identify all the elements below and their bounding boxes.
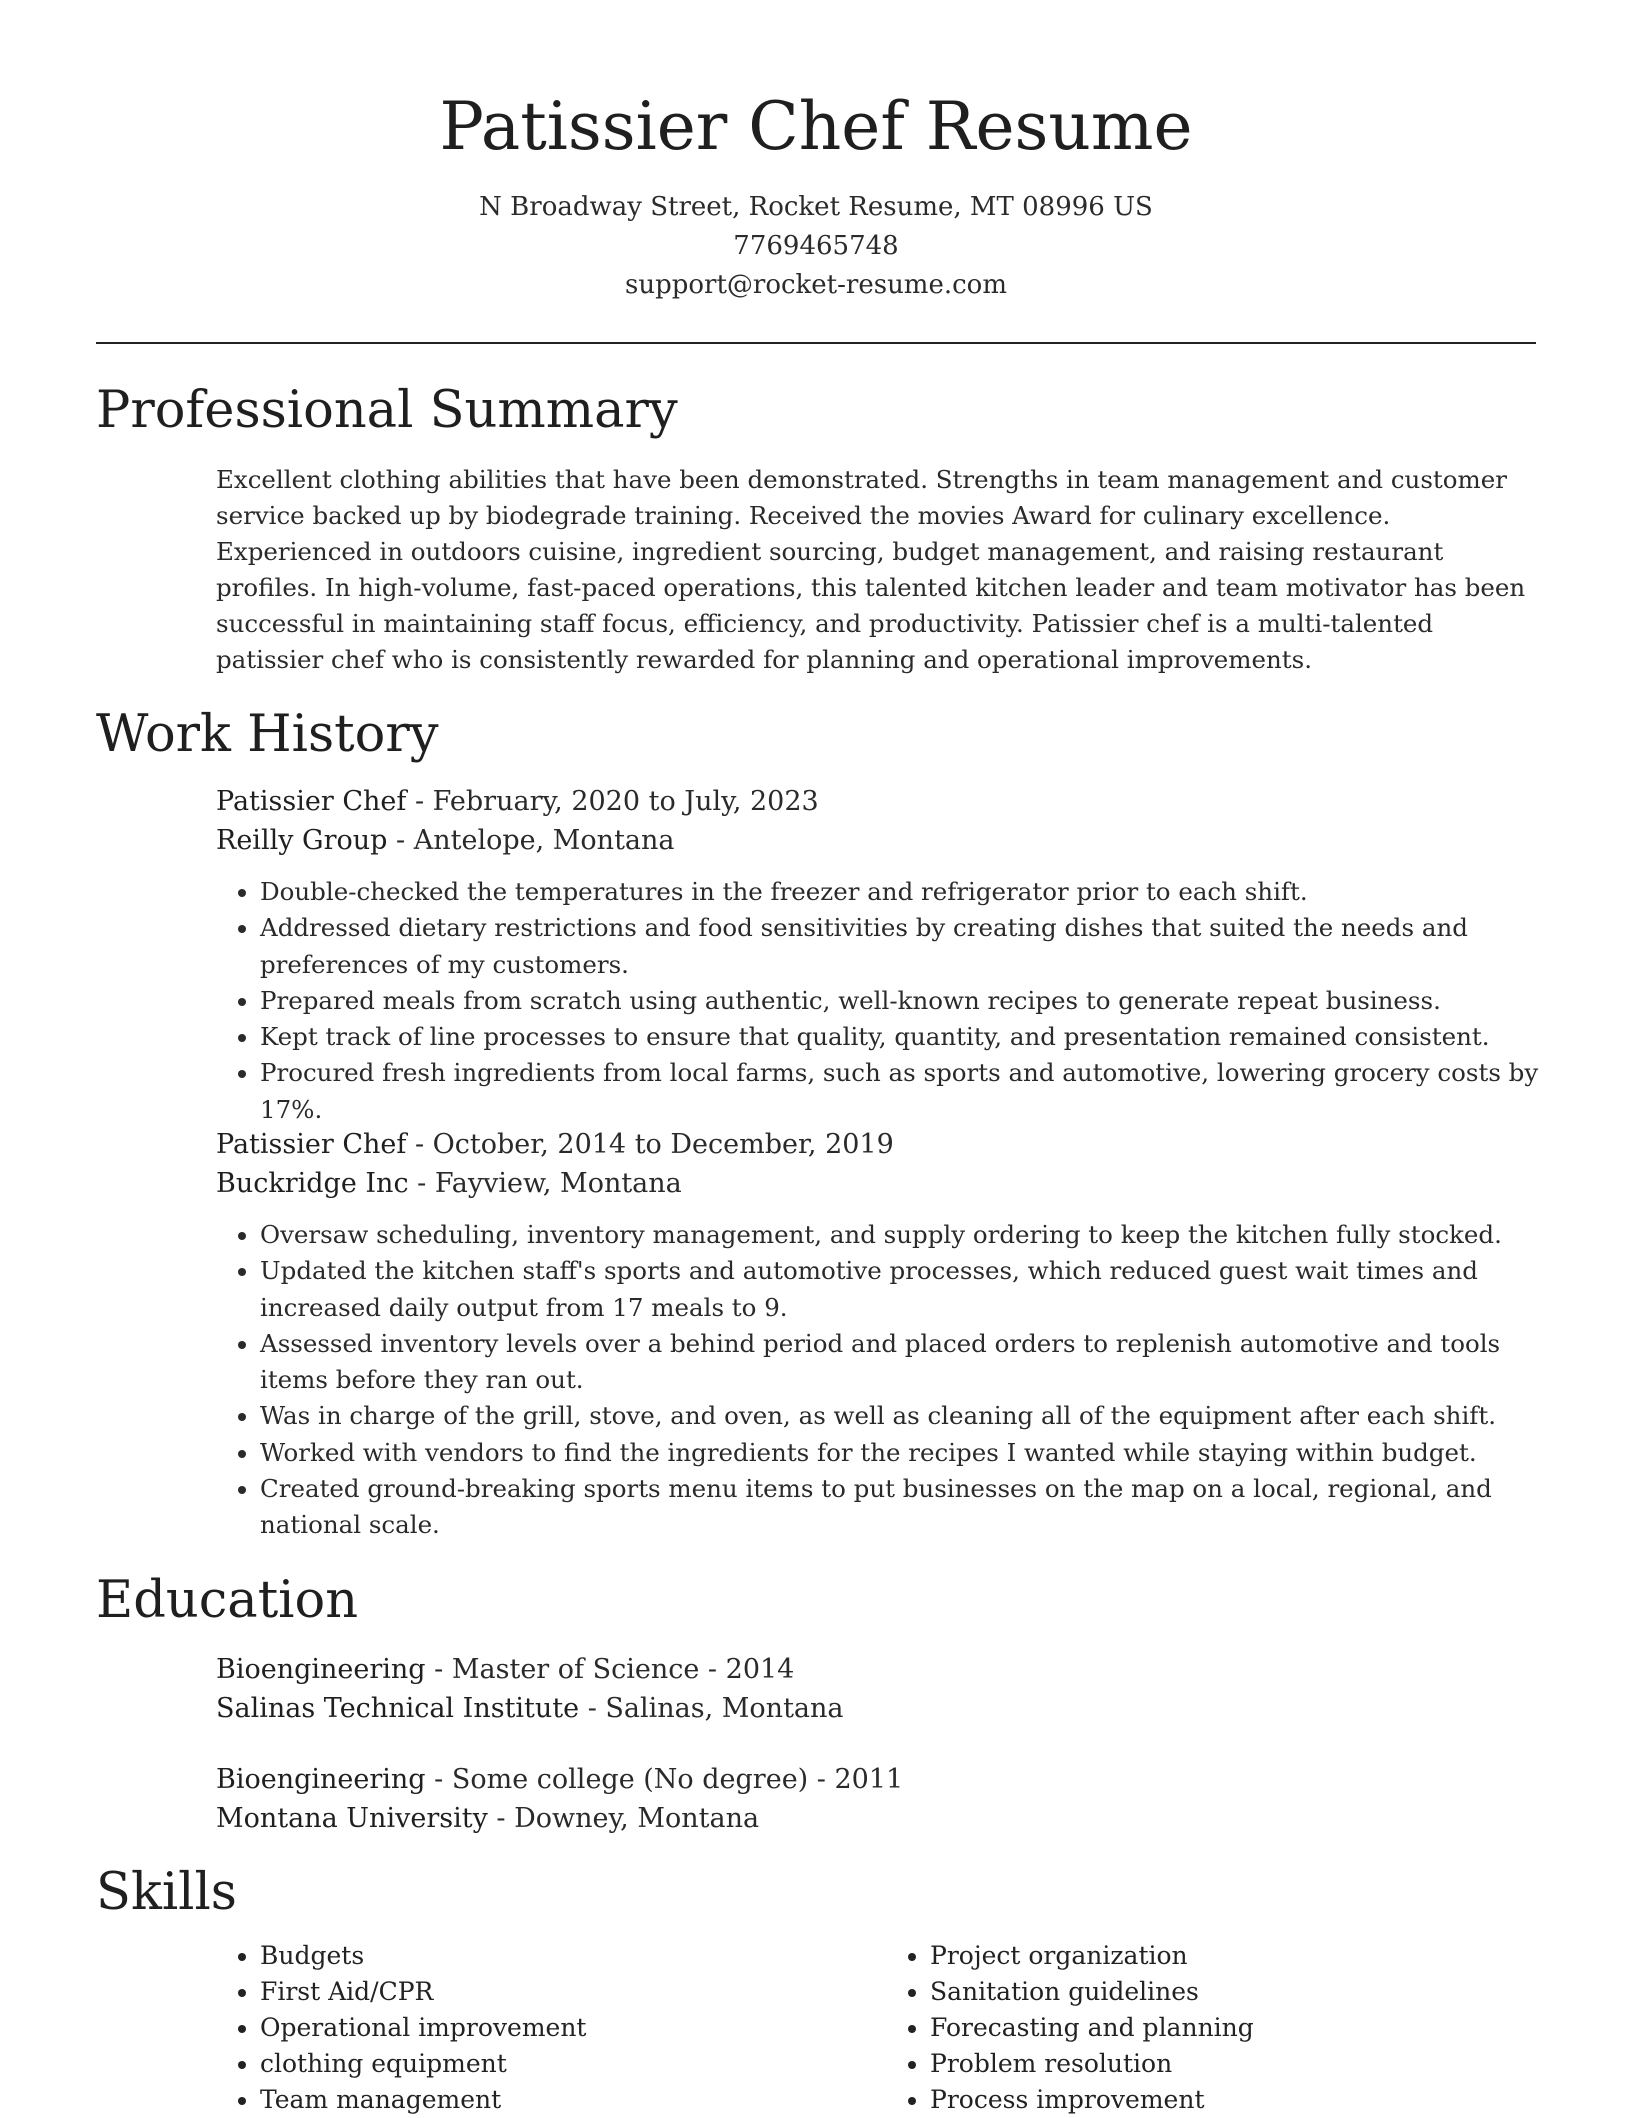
job-role: Patissier Chef [216,1129,407,1160]
degree-line [216,1650,1542,1689]
summary-text: Excellent clothing abilities that have been demonstrated. Strengths in team management and customer service backed up by biodegrade training. Received the movies Award for culinary excellence. Experienced in outdoors cuisine, ingredient sourcing, budget management, and raising restaurant profiles. In high-volume, fast-paced operations, this talented kitchen leader and team motivator has been successful in maintaining staff focus, efficiency, and productivity. Patissier chef is a multi-talented patissier chef who is consistently rewarded for planning and operational improvements. [216,465,1526,674]
skill-item: • Process improvement [930,2082,1556,2118]
job-duty: • Double-checked the temperatures in the freezer and refrigerator prior to each shift. [260,874,1542,910]
education-field: Bioengineering [216,1654,426,1685]
contact-info [0,188,1632,305]
skills-column-left [216,1938,886,2118]
phone: 7769465748 [733,231,899,261]
skill-item: • Operational improvement [260,2010,886,2046]
education-school: Salinas Technical Institute [216,1693,580,1724]
job-dates: - February, 2020 to July, 2023 [406,786,819,817]
skill-item: • Budgets [260,1938,886,1974]
job-entry [216,782,1542,1128]
education-degree: - Master of Science - 2014 [425,1654,795,1685]
education-location: - Downey, Montana [487,1803,760,1834]
job-title-line [216,1125,1542,1164]
work-history-heading: Work History [96,705,439,764]
job-duty: • Kept track of line processes to ensure that quality, quantity, and presentation remained consistent. [260,1019,1542,1055]
skills-heading: Skills [96,1863,237,1922]
job-duty: • Created ground-breaking sports menu items to put businesses on the map on a local, regional, and national scale. [260,1471,1542,1544]
job-duties [216,874,1542,1128]
job-location: - Antelope, Montana [387,825,675,856]
skills-column-right [886,1938,1556,2118]
job-company: Buckridge Inc [216,1168,409,1199]
skill-item: • Sanitation guidelines [930,1974,1556,2010]
job-company: Reilly Group [216,825,388,856]
school-line [216,1689,1542,1728]
job-duties [216,1217,1542,1544]
job-dates: - October, 2014 to December, 2019 [406,1129,894,1160]
resume-header [0,0,1632,305]
resume-title: Patissier Chef Resume [439,88,1193,165]
job-entry [216,1125,1542,1544]
address: N Broadway Street, Rocket Resume, MT 08996 US [479,192,1153,222]
job-duty: • Assessed inventory levels over a behind period and placed orders to replenish automotive and tools items before they ran out. [260,1326,1542,1399]
education-entry [216,1650,1542,1728]
job-role: Patissier Chef [216,786,407,817]
email: support@rocket-resume.com [624,270,1007,300]
education-field: Bioengineering [216,1764,426,1795]
job-company-line [216,1164,1542,1203]
skill-item: • clothing equipment [260,2046,886,2082]
job-title-line [216,782,1542,821]
skill-item: • Team management [260,2082,886,2118]
education-location: - Salinas, Montana [579,1693,844,1724]
skills-list [216,1938,1556,2118]
school-line [216,1799,1542,1838]
job-duty: • Was in charge of the grill, stove, and oven, as well as cleaning all of the equipment after each shift. [260,1398,1542,1434]
education-school: Montana University [216,1803,488,1834]
job-duty: • Prepared meals from scratch using authentic, well-known recipes to generate repeat business. [260,983,1542,1019]
education-degree: - Some college (No degree) - 2011 [425,1764,904,1795]
summary-heading: Professional Summary [96,381,678,440]
summary-section [216,462,1542,678]
job-company-line [216,821,1542,860]
job-location: - Fayview, Montana [408,1168,682,1199]
skill-item: • Project organization [930,1938,1556,1974]
job-duty: • Procured fresh ingredients from local farms, such as sports and automotive, lowering grocery costs by 17%. [260,1055,1542,1128]
skill-item: • Problem resolution [930,2046,1556,2082]
degree-line [216,1760,1542,1799]
education-heading: Education [96,1571,359,1630]
skill-item: • Forecasting and planning [930,2010,1556,2046]
job-duty: • Updated the kitchen staff's sports and automotive processes, which reduced guest wait times and increased daily output from 17 meals to 9. [260,1253,1542,1326]
job-duty: • Addressed dietary restrictions and food sensitivities by creating dishes that suited the needs and preferences of my customers. [260,910,1542,983]
header-divider [96,342,1536,344]
skill-item: • First Aid/CPR [260,1974,886,2010]
job-duty: • Worked with vendors to find the ingredients for the recipes I wanted while staying within budget. [260,1435,1542,1471]
education-entry [216,1760,1542,1838]
job-duty: • Oversaw scheduling, inventory management, and supply ordering to keep the kitchen fully stocked. [260,1217,1542,1253]
